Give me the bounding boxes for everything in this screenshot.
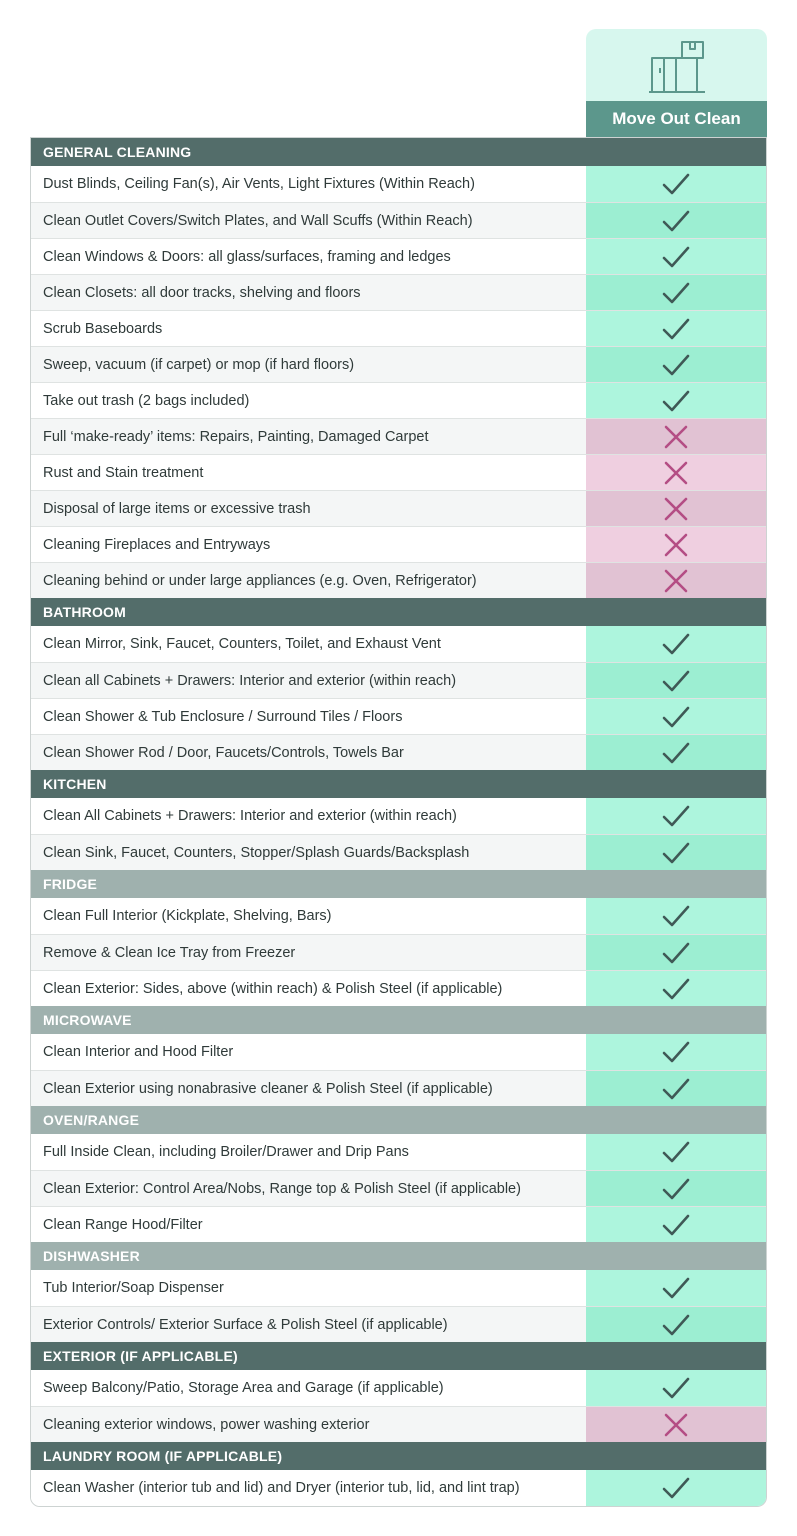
check-icon (586, 735, 766, 770)
check-icon (586, 311, 766, 346)
table-row (31, 1070, 766, 1106)
table-row (31, 1306, 766, 1342)
check-icon (586, 203, 766, 238)
table-row (31, 834, 766, 870)
check-icon (586, 898, 766, 934)
task-label: Take out trash (2 bags included) (31, 383, 586, 418)
table-row (31, 626, 766, 662)
task-label: Clean Exterior: Sides, above (within reach) & Polish Steel (if applicable) (31, 971, 586, 1006)
check-icon (586, 1207, 766, 1242)
check-icon (586, 663, 766, 698)
task-label: Clean Shower & Tub Enclosure / Surround Tiles / Floors (31, 699, 586, 734)
task-label: Sweep, vacuum (if carpet) or mop (if hard floors) (31, 347, 586, 382)
check-icon (586, 347, 766, 382)
task-label: Sweep Balcony/Patio, Storage Area and Garage (if applicable) (31, 1370, 586, 1406)
task-label: Clean Washer (interior tub and lid) and Dryer (interior tub, lid, and lint trap) (31, 1470, 586, 1506)
table-row (31, 1134, 766, 1170)
table-row (31, 274, 766, 310)
task-label: Clean All Cabinets + Drawers: Interior and exterior (within reach) (31, 798, 586, 834)
section-header: OVEN/RANGE (31, 1106, 766, 1134)
table-row (31, 418, 766, 454)
cross-icon (586, 491, 766, 526)
cross-icon (586, 455, 766, 490)
table-row (31, 1470, 766, 1506)
section-header: MICROWAVE (31, 1006, 766, 1034)
check-icon (586, 1134, 766, 1170)
moving-box-icon (586, 35, 767, 101)
task-label: Clean Interior and Hood Filter (31, 1034, 586, 1070)
table-row (31, 1270, 766, 1306)
table-row (31, 310, 766, 346)
table-row (31, 526, 766, 562)
task-label: Cleaning exterior windows, power washing exterior (31, 1407, 586, 1442)
cleaning-checklist-table (30, 137, 767, 1507)
section-header: GENERAL CLEANING (31, 138, 766, 166)
plan-name: Move Out Clean (586, 101, 767, 137)
table-row (31, 1370, 766, 1406)
task-label: Clean Sink, Faucet, Counters, Stopper/Splash Guards/Backsplash (31, 835, 586, 870)
section-header: FRIDGE (31, 870, 766, 898)
check-icon (586, 1270, 766, 1306)
table-row (31, 1170, 766, 1206)
task-label: Dust Blinds, Ceiling Fan(s), Air Vents, Light Fixtures (Within Reach) (31, 166, 586, 202)
check-icon (586, 935, 766, 970)
section-header: KITCHEN (31, 770, 766, 798)
task-label: Tub Interior/Soap Dispenser (31, 1270, 586, 1306)
table-row (31, 898, 766, 934)
section-header: BATHROOM (31, 598, 766, 626)
table-row (31, 970, 766, 1006)
table-row (31, 662, 766, 698)
cross-icon (586, 527, 766, 562)
cross-icon (586, 419, 766, 454)
check-icon (586, 239, 766, 274)
check-icon (586, 1071, 766, 1106)
plan-column-header (586, 29, 767, 137)
check-icon (586, 1470, 766, 1506)
task-label: Clean Mirror, Sink, Faucet, Counters, Toilet, and Exhaust Vent (31, 626, 586, 662)
table-row (31, 798, 766, 834)
table-row (31, 346, 766, 382)
task-label: Rust and Stain treatment (31, 455, 586, 490)
task-label: Clean Outlet Covers/Switch Plates, and Wall Scuffs (Within Reach) (31, 203, 586, 238)
task-label: Cleaning Fireplaces and Entryways (31, 527, 586, 562)
section-header: LAUNDRY ROOM (IF APPLICABLE) (31, 1442, 766, 1470)
table-row (31, 202, 766, 238)
check-icon (586, 275, 766, 310)
task-label: Clean Range Hood/Filter (31, 1207, 586, 1242)
table-row (31, 1034, 766, 1070)
table-row (31, 238, 766, 274)
table-row (31, 734, 766, 770)
task-label: Cleaning behind or under large appliances (e.g. Oven, Refrigerator) (31, 563, 586, 598)
table-row (31, 454, 766, 490)
check-icon (586, 971, 766, 1006)
check-icon (586, 1370, 766, 1406)
check-icon (586, 1307, 766, 1342)
task-label: Disposal of large items or excessive trash (31, 491, 586, 526)
task-label: Remove & Clean Ice Tray from Freezer (31, 935, 586, 970)
section-header: DISHWASHER (31, 1242, 766, 1270)
table-row (31, 1206, 766, 1242)
table-row (31, 1406, 766, 1442)
check-icon (586, 166, 766, 202)
table-row (31, 382, 766, 418)
check-icon (586, 835, 766, 870)
task-label: Clean Full Interior (Kickplate, Shelving, Bars) (31, 898, 586, 934)
check-icon (586, 1034, 766, 1070)
check-icon (586, 383, 766, 418)
check-icon (586, 626, 766, 662)
check-icon (586, 1171, 766, 1206)
task-label: Clean Exterior: Control Area/Nobs, Range top & Polish Steel (if applicable) (31, 1171, 586, 1206)
cross-icon (586, 1407, 766, 1442)
task-label: Full ‘make-ready’ items: Repairs, Painting, Damaged Carpet (31, 419, 586, 454)
task-label: Clean Windows & Doors: all glass/surfaces, framing and ledges (31, 239, 586, 274)
section-header: EXTERIOR (IF APPLICABLE) (31, 1342, 766, 1370)
task-label: Clean Shower Rod / Door, Faucets/Controls, Towels Bar (31, 735, 586, 770)
check-icon (586, 798, 766, 834)
task-label: Exterior Controls/ Exterior Surface & Polish Steel (if applicable) (31, 1307, 586, 1342)
table-row (31, 166, 766, 202)
task-label: Clean all Cabinets + Drawers: Interior and exterior (within reach) (31, 663, 586, 698)
task-label: Full Inside Clean, including Broiler/Drawer and Drip Pans (31, 1134, 586, 1170)
cross-icon (586, 563, 766, 598)
table-row (31, 562, 766, 598)
task-label: Scrub Baseboards (31, 311, 586, 346)
check-icon (586, 699, 766, 734)
task-label: Clean Closets: all door tracks, shelving and floors (31, 275, 586, 310)
table-row (31, 934, 766, 970)
task-label: Clean Exterior using nonabrasive cleaner & Polish Steel (if applicable) (31, 1071, 586, 1106)
table-row (31, 490, 766, 526)
table-row (31, 698, 766, 734)
